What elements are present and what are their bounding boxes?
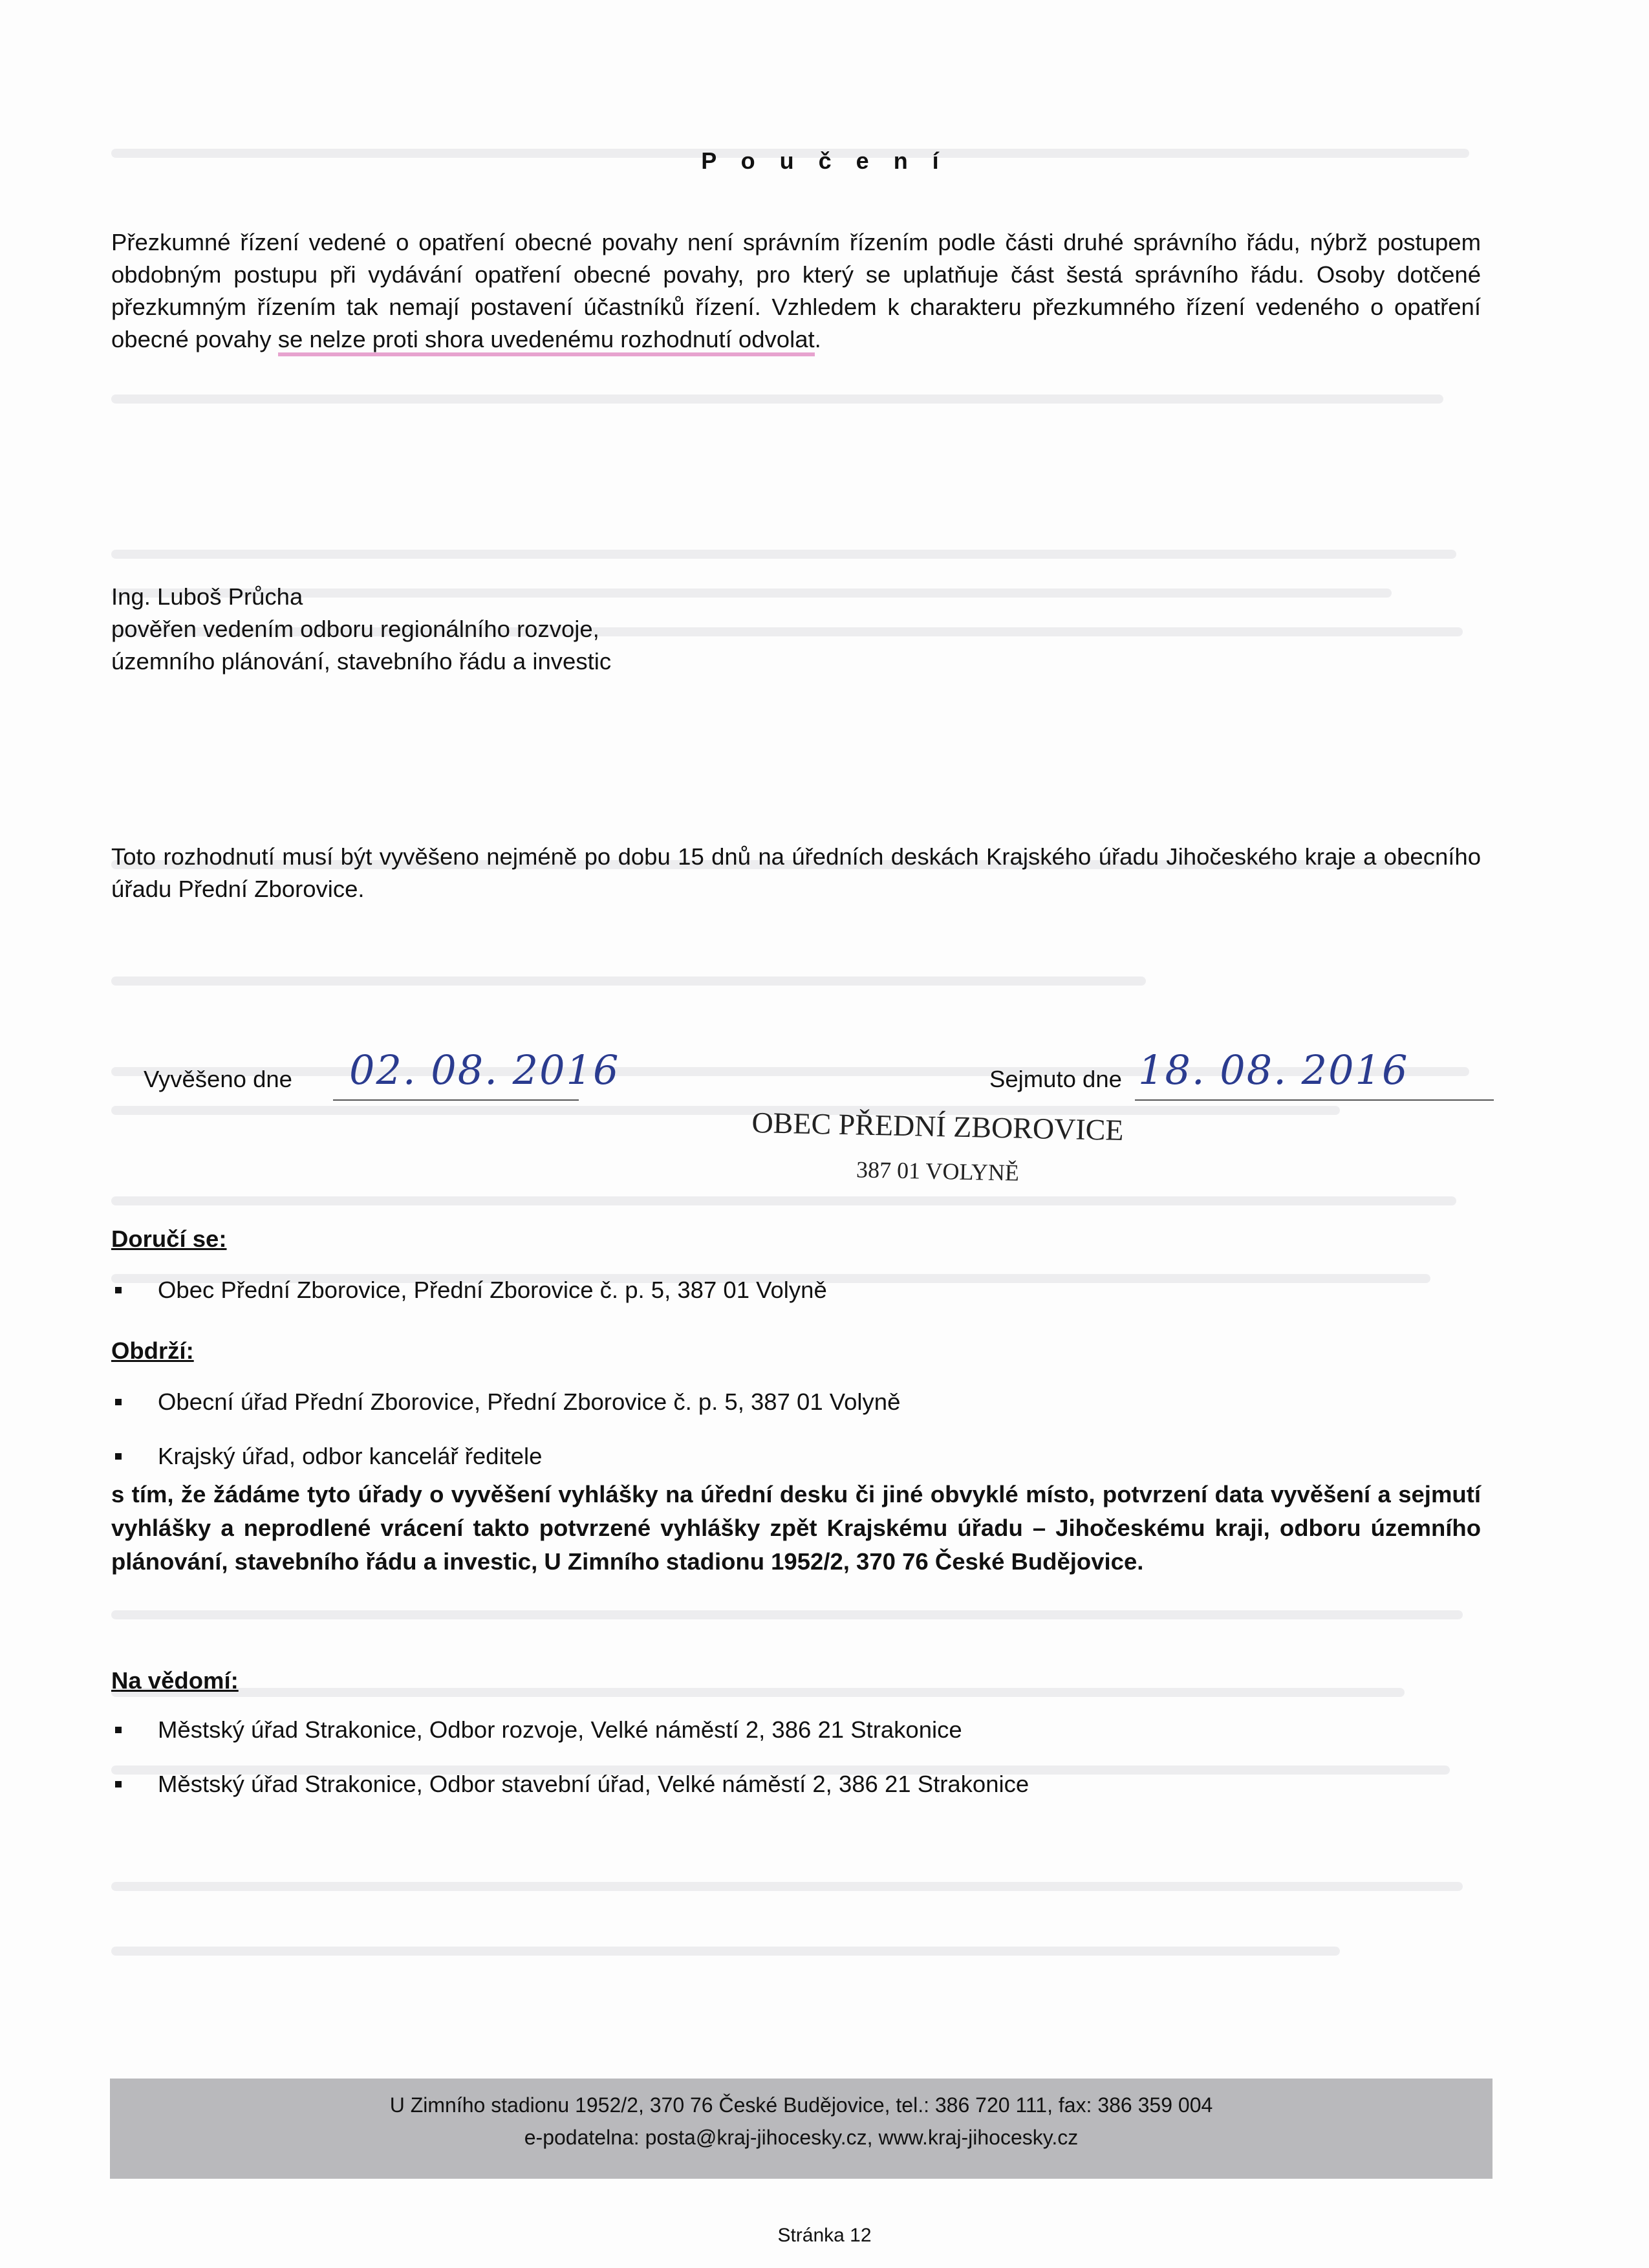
signatory-role-line2: územního plánování, stavebního řádu a investic (111, 648, 612, 675)
removed-date-line (1135, 1099, 1494, 1101)
receive-item: Krajský úřad, odbor kancelář ředitele (111, 1437, 1481, 1491)
stamp-line2: 387 01 VOLYNĚ (856, 1156, 1020, 1186)
page-number: Stránka 12 (777, 2225, 872, 2246)
instruction-paragraph (111, 226, 1481, 356)
signatory-role-line1: pověřen vedením odboru regionálního rozvoje, (111, 616, 599, 642)
footer-address: U Zimního stadionu 1952/2, 370 76 České Budějovice, tel.: 386 720 111, fax: 386 359 004 (389, 2093, 1213, 2117)
posted-label: Vyvěšeno dne (144, 1066, 292, 1092)
instruction-title: P o u č e n í (701, 147, 948, 174)
receive-heading: Obdrží: (111, 1337, 194, 1364)
instruction-highlight: se nelze proti shora uvedenému rozhodnutí odvolat (278, 326, 815, 356)
footer-contacts: e-podatelna: posta@kraj-jihocesky.cz, www.kraj-jihocesky.cz (524, 2126, 1079, 2149)
notice-item: Městský úřad Strakonice, Odbor stavební úřad, Velké náměstí 2, 386 21 Strakonice (111, 1765, 1481, 1819)
instruction-end: . (814, 326, 821, 352)
request-text: s tím, že žádáme tyto úřady o vyvěšení vyhlášky na úřední desku či jiné obvyklé místo, potvrzení data vyvěšení a sejmutí vyhlášky a neprodlené vrácení takto potvrzené vyhlášky zpět Krajskému úřadu – Jihočeskému kraji, odboru územního plánování, stavebního řádu a investic, U Zimního stadionu 1952/2, 370 76 České Budějovice. (111, 1481, 1481, 1575)
notice-item: Městský úřad Strakonice, Odbor rozvoje, Velké náměstí 2, 386 21 Strakonice (111, 1711, 1481, 1765)
receive-item: Obecní úřad Přední Zborovice, Přední Zborovice č. p. 5, 387 01 Volyně (111, 1383, 1481, 1437)
stamp-line1: OBEC PŘEDNÍ ZBOROVICE (751, 1105, 1124, 1147)
notice-list (111, 1711, 1481, 1819)
notice-heading: Na vědomí: (111, 1667, 239, 1694)
posting-notice: Toto rozhodnutí musí být vyvěšeno nejméně po dobu 15 dnů na úředních deskách Krajského úřadu Jihočeského kraje a obecního úřadu Přední Zborovice. (111, 843, 1481, 902)
posted-date-line (333, 1099, 579, 1101)
footer-box (110, 2079, 1493, 2179)
signatory-name: Ing. Luboš Průcha (111, 583, 303, 610)
signatory-block (111, 581, 611, 678)
removed-label: Sejmuto dne (989, 1066, 1122, 1092)
removed-date-handwritten: 18. 08. 2016 (1138, 1046, 1409, 1094)
deliver-heading: Doručí se: (111, 1226, 227, 1252)
posted-date-handwritten: 02. 08. 2016 (349, 1046, 620, 1094)
deliver-item: Obec Přední Zborovice, Přední Zborovice č. p. 5, 387 01 Volyně (111, 1271, 1481, 1325)
instruction-text: Přezkumné řízení vedené o opatření obecné povahy není správním řízením podle části druhé správního řádu, nýbrž postupem obdobným postupu při vydávání opatření obecné povahy, pro který se uplatňuje část šestá správního řádu. Osoby dotčené přezkumným řízením tak nemají postavení účastníků řízení. Vzhledem k charakteru přezkumného řízení vedeného o opatření obecné povahy (111, 229, 1481, 352)
deliver-list (111, 1271, 1481, 1325)
receive-list (111, 1383, 1481, 1491)
